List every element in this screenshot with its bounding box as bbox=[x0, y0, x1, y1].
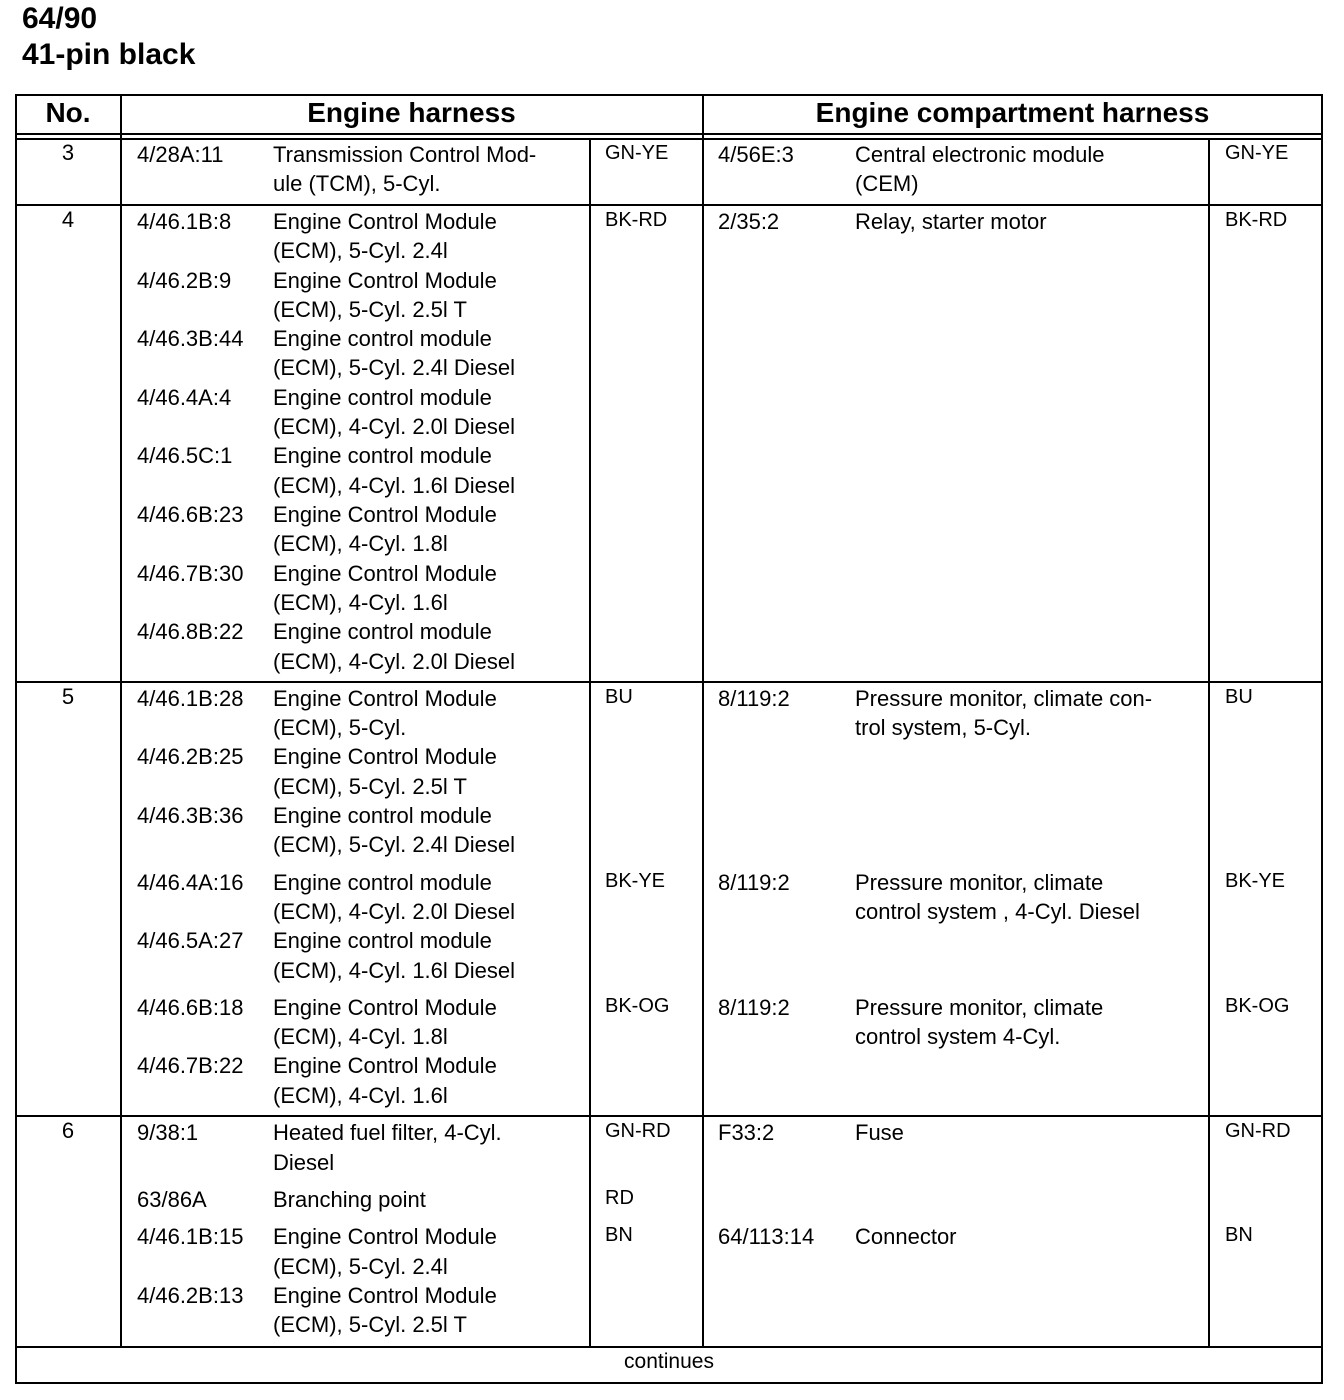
engine-wire-description: Engine Control Module bbox=[273, 1283, 497, 1308]
engine-wire-description: Engine Control Module bbox=[273, 686, 497, 711]
pin-number: 6 bbox=[61, 1118, 75, 1143]
engine-wire-description: Engine Control Module bbox=[273, 1224, 497, 1249]
engine-wire-description: Engine Control Module bbox=[273, 744, 497, 769]
engine-wire-code: 63/86A bbox=[137, 1187, 207, 1212]
engine-wire-description: (ECM), 5-Cyl. 2.5l T bbox=[273, 297, 467, 322]
engine-wire-code: 4/46.5A:27 bbox=[137, 928, 244, 953]
engine-wire-description: (ECM), 5-Cyl. 2.5l T bbox=[273, 1312, 467, 1337]
engine-wire-description: Engine Control Module bbox=[273, 502, 497, 527]
compartment-wire-code: 8/119:2 bbox=[718, 870, 790, 895]
pin-number: 4 bbox=[61, 207, 75, 232]
compartment-wire-description: Connector bbox=[855, 1224, 957, 1249]
engine-wire-description: Transmission Control Mod- bbox=[273, 142, 537, 167]
engine-wire-description: Engine Control Module bbox=[273, 1053, 497, 1078]
engine-wire-description: (ECM), 4-Cyl. 1.6l Diesel bbox=[273, 958, 516, 983]
compartment-wire-color: BK-OG bbox=[1225, 995, 1290, 1017]
engine-wire-description: (ECM), 4-Cyl. 1.8l bbox=[273, 531, 448, 556]
engine-wire-description: (ECM), 5-Cyl. 2.4l bbox=[273, 238, 448, 263]
engine-wire-description: Engine Control Module bbox=[273, 561, 497, 586]
compartment-wire-description: Central electronic module bbox=[855, 142, 1105, 167]
compartment-wire-code: 64/113:14 bbox=[718, 1224, 815, 1249]
engine-wire-code: 4/46.2B:9 bbox=[137, 268, 232, 293]
divider-harness bbox=[702, 95, 704, 1347]
compartment-wire-description: control system , 4-Cyl. Diesel bbox=[855, 899, 1140, 924]
engine-wire-color: GN-YE bbox=[605, 142, 669, 164]
compartment-wire-description: Pressure monitor, climate con- bbox=[855, 686, 1153, 711]
compartment-wire-color: GN-RD bbox=[1225, 1120, 1291, 1142]
engine-wire-description: ule (TCM), 5-Cyl. bbox=[273, 171, 441, 196]
compartment-wire-description: Relay, starter motor bbox=[855, 209, 1047, 234]
engine-wire-code: 9/38:1 bbox=[137, 1120, 199, 1145]
compartment-wire-code: 2/35:2 bbox=[718, 209, 780, 234]
row-separator bbox=[16, 204, 1322, 206]
engine-wire-description: (ECM), 5-Cyl. 2.4l Diesel bbox=[273, 832, 516, 857]
header-rule bbox=[16, 133, 1322, 135]
engine-wire-description: (ECM), 4-Cyl. 2.0l Diesel bbox=[273, 414, 516, 439]
engine-wire-description: Engine control module bbox=[273, 928, 492, 953]
engine-wire-color: BK-OG bbox=[605, 995, 670, 1017]
engine-wire-color: BK-RD bbox=[605, 209, 668, 231]
compartment-wire-code: 8/119:2 bbox=[718, 686, 790, 711]
engine-wire-description: (ECM), 4-Cyl. 1.6l Diesel bbox=[273, 473, 516, 498]
engine-wire-code: 4/46.3B:36 bbox=[137, 803, 244, 828]
engine-wire-code: 4/46.4A:16 bbox=[137, 870, 244, 895]
engine-wire-description: (ECM), 5-Cyl. 2.4l bbox=[273, 1254, 448, 1279]
engine-wire-color: GN-RD bbox=[605, 1120, 671, 1142]
engine-wire-description: Engine control module bbox=[273, 803, 492, 828]
engine-wire-color: RD bbox=[605, 1187, 634, 1209]
compartment-wire-code: F33:2 bbox=[718, 1120, 775, 1145]
compartment-wire-description: Pressure monitor, climate bbox=[855, 870, 1104, 895]
engine-wire-description: Heated fuel filter, 4-Cyl. bbox=[273, 1120, 502, 1145]
engine-wire-description: Engine control module bbox=[273, 385, 492, 410]
engine-wire-color: BU bbox=[605, 686, 633, 708]
compartment-wire-description: Fuse bbox=[855, 1120, 904, 1145]
row-separator bbox=[16, 681, 1322, 683]
engine-wire-code: 4/46.2B:25 bbox=[137, 744, 244, 769]
continues-note: continues bbox=[624, 1350, 714, 1373]
divider-right-color bbox=[1208, 138, 1210, 1347]
column-header-compartment-harness: Engine compartment harness bbox=[815, 97, 1210, 128]
engine-wire-description: (ECM), 5-Cyl. 2.4l Diesel bbox=[273, 355, 516, 380]
engine-wire-description: (ECM), 4-Cyl. 2.0l Diesel bbox=[273, 899, 516, 924]
engine-wire-code: 4/46.1B:8 bbox=[137, 209, 232, 234]
compartment-wire-code: 4/56E:3 bbox=[718, 142, 794, 167]
engine-wire-code: 4/46.1B:28 bbox=[137, 686, 244, 711]
pin-number: 5 bbox=[61, 684, 75, 709]
engine-wire-description: (ECM), 4-Cyl. 2.0l Diesel bbox=[273, 649, 516, 674]
engine-wire-code: 4/46.6B:18 bbox=[137, 995, 244, 1020]
connector-description: 41-pin black bbox=[22, 38, 196, 71]
compartment-wire-color: BK-RD bbox=[1225, 209, 1288, 231]
engine-wire-description: Diesel bbox=[273, 1150, 335, 1175]
compartment-wire-description: control system 4-Cyl. bbox=[855, 1024, 1061, 1049]
compartment-wire-color: GN-YE bbox=[1225, 142, 1289, 164]
compartment-wire-color: BK-YE bbox=[1225, 870, 1286, 892]
engine-wire-description: (ECM), 4-Cyl. 1.6l bbox=[273, 590, 448, 615]
compartment-wire-color: BN bbox=[1225, 1224, 1253, 1246]
column-header-no: No. bbox=[45, 97, 91, 128]
compartment-wire-color: BU bbox=[1225, 686, 1253, 708]
compartment-wire-description: Pressure monitor, climate bbox=[855, 995, 1104, 1020]
compartment-wire-code: 8/119:2 bbox=[718, 995, 790, 1020]
engine-wire-description: Engine Control Module bbox=[273, 995, 497, 1020]
engine-wire-color: BN bbox=[605, 1224, 633, 1246]
engine-wire-description: (ECM), 4-Cyl. 1.8l bbox=[273, 1024, 448, 1049]
connector-code: 64/90 bbox=[22, 2, 98, 35]
engine-wire-description: Engine control module bbox=[273, 870, 492, 895]
engine-wire-code: 4/46.1B:15 bbox=[137, 1224, 244, 1249]
divider-no bbox=[120, 95, 122, 1347]
divider-left-color bbox=[589, 138, 591, 1347]
engine-wire-code: 4/46.2B:13 bbox=[137, 1283, 244, 1308]
engine-wire-description: (ECM), 5-Cyl. 2.5l T bbox=[273, 774, 467, 799]
engine-wire-code: 4/46.8B:22 bbox=[137, 619, 244, 644]
engine-wire-code: 4/46.7B:30 bbox=[137, 561, 244, 586]
engine-wire-code: 4/46.7B:22 bbox=[137, 1053, 244, 1078]
engine-wire-color: BK-YE bbox=[605, 870, 666, 892]
engine-wire-code: 4/28A:11 bbox=[137, 142, 224, 167]
engine-wire-code: 4/46.3B:44 bbox=[137, 326, 244, 351]
engine-wire-code: 4/46.6B:23 bbox=[137, 502, 244, 527]
engine-wire-description: Engine control module bbox=[273, 443, 492, 468]
engine-wire-code: 4/46.4A:4 bbox=[137, 385, 232, 410]
compartment-wire-description: trol system, 5-Cyl. bbox=[855, 715, 1032, 740]
engine-wire-description: Engine control module bbox=[273, 619, 492, 644]
column-header-engine-harness: Engine harness bbox=[307, 97, 516, 128]
engine-wire-description: (ECM), 5-Cyl. bbox=[273, 715, 407, 740]
engine-wire-description: Branching point bbox=[273, 1187, 426, 1212]
engine-wire-code: 4/46.5C:1 bbox=[137, 443, 233, 468]
engine-wire-description: Engine Control Module bbox=[273, 209, 497, 234]
pin-number: 3 bbox=[61, 140, 75, 165]
engine-wire-description: Engine Control Module bbox=[273, 268, 497, 293]
engine-wire-description: (ECM), 4-Cyl. 1.6l bbox=[273, 1083, 448, 1108]
engine-wire-description: Engine control module bbox=[273, 326, 492, 351]
compartment-wire-description: (CEM) bbox=[855, 171, 919, 196]
